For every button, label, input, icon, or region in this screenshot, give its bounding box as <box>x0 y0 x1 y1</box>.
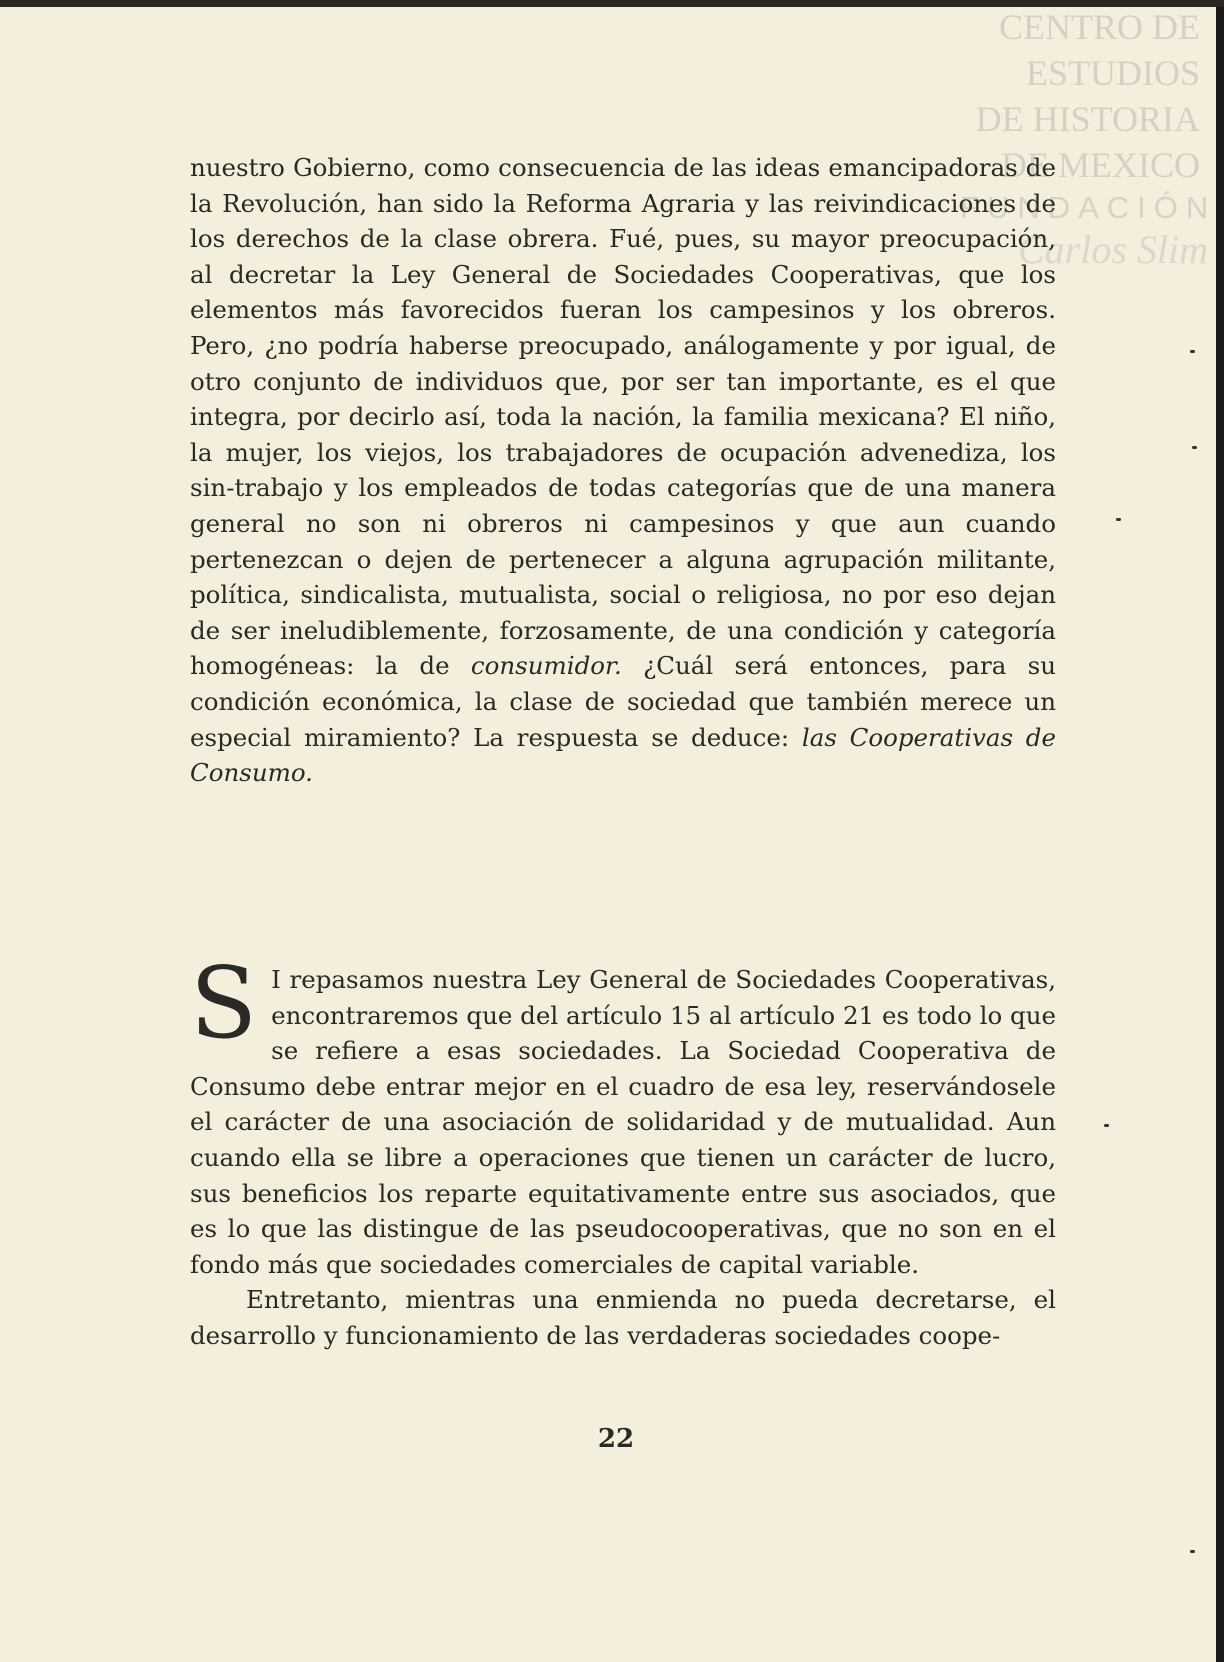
paragraph: Entretanto, mientras una enmienda no pueda decretarse, el desarrollo y funcionamiento de las verdaderas sociedades coope- <box>190 1285 1056 1350</box>
paragraph-block-1 <box>190 150 1056 791</box>
paragraph-block-2 <box>190 947 1056 1354</box>
italic-term: consumidor. <box>470 651 622 681</box>
watermark-line: ESTUDIOS <box>1025 53 1200 93</box>
scan-speck <box>1104 1124 1109 1127</box>
scan-speck <box>1190 1550 1195 1553</box>
scan-speck <box>1192 446 1197 449</box>
paragraph: I repasamos nuestra Ley General de Sociedades Cooperativas, encontraremos que del artículo 15 al artículo 21 es todo lo que se refiere a esas sociedades. La Sociedad Cooperativa de Consumo debe entrar mejor en el cuadro de esa ley, reservándosele el carácter de una asociación de solidaridad y de mutualidad. Aun cuando ella se libre a operaciones que tienen un carácter de lucro, sus beneficios los reparte equitativamente entre sus asociados, que es lo que las distingue de las pseudocooperativas, que no son en el fondo más que sociedades comerciales de capital variable. <box>190 965 1056 1279</box>
watermark-signature: Carlos Slim <box>1017 227 1208 272</box>
paragraph <box>190 150 1056 791</box>
paragraph-text: ¿Cuál será entonces, para su condición económica, la clase de sociedad que también merece un especial miramiento? La respuesta se deduce: <box>190 651 1056 752</box>
watermark-foundation: FUNDACIÓN <box>960 190 1217 225</box>
watermark-line: DE MEXICO <box>1001 145 1200 185</box>
paragraph-text: nuestro Gobierno, como consecuencia de las ideas emancipadoras de la Revolución, han sido la Reforma Agraria y las reivindicaciones de los derechos de la clase obrera. Fué, pues, su mayor preocupación, al decretar la Ley General de Sociedades Cooperativas, que los elementos más favorecidos fueran los campesinos y los obreros. Pero, ¿no podría haberse preocupado, análogamente y por igual, de otro conjunto de individuos que, por ser tan importante, es el que integra, por decirlo así, toda la nación, la familia mexicana? El niño, la mujer, los viejos, los trabajadores de ocupación advenediza, los sin-trabajo y los empleados de todas categorías que de una manera general no son ni obreros ni campesinos y que aun cuando pertenezcan o dejen de pertenecer a alguna agrupación militante, política, sindicalista, mutualista, social o religiosa, no por eso dejan de ser ineludiblemente, forzosamente, de una condición y categoría homogéneas: la de <box>190 153 1056 681</box>
page-number: 22 <box>597 1424 635 1454</box>
scan-speck <box>1190 350 1195 353</box>
watermark-line: CENTRO DE <box>999 7 1200 47</box>
italic-term: las Cooperativas de Consumo. <box>190 722 1056 788</box>
scan-speck <box>1116 518 1121 521</box>
drop-cap: S <box>190 947 258 1061</box>
watermark-line: DE HISTORIA <box>975 99 1200 139</box>
